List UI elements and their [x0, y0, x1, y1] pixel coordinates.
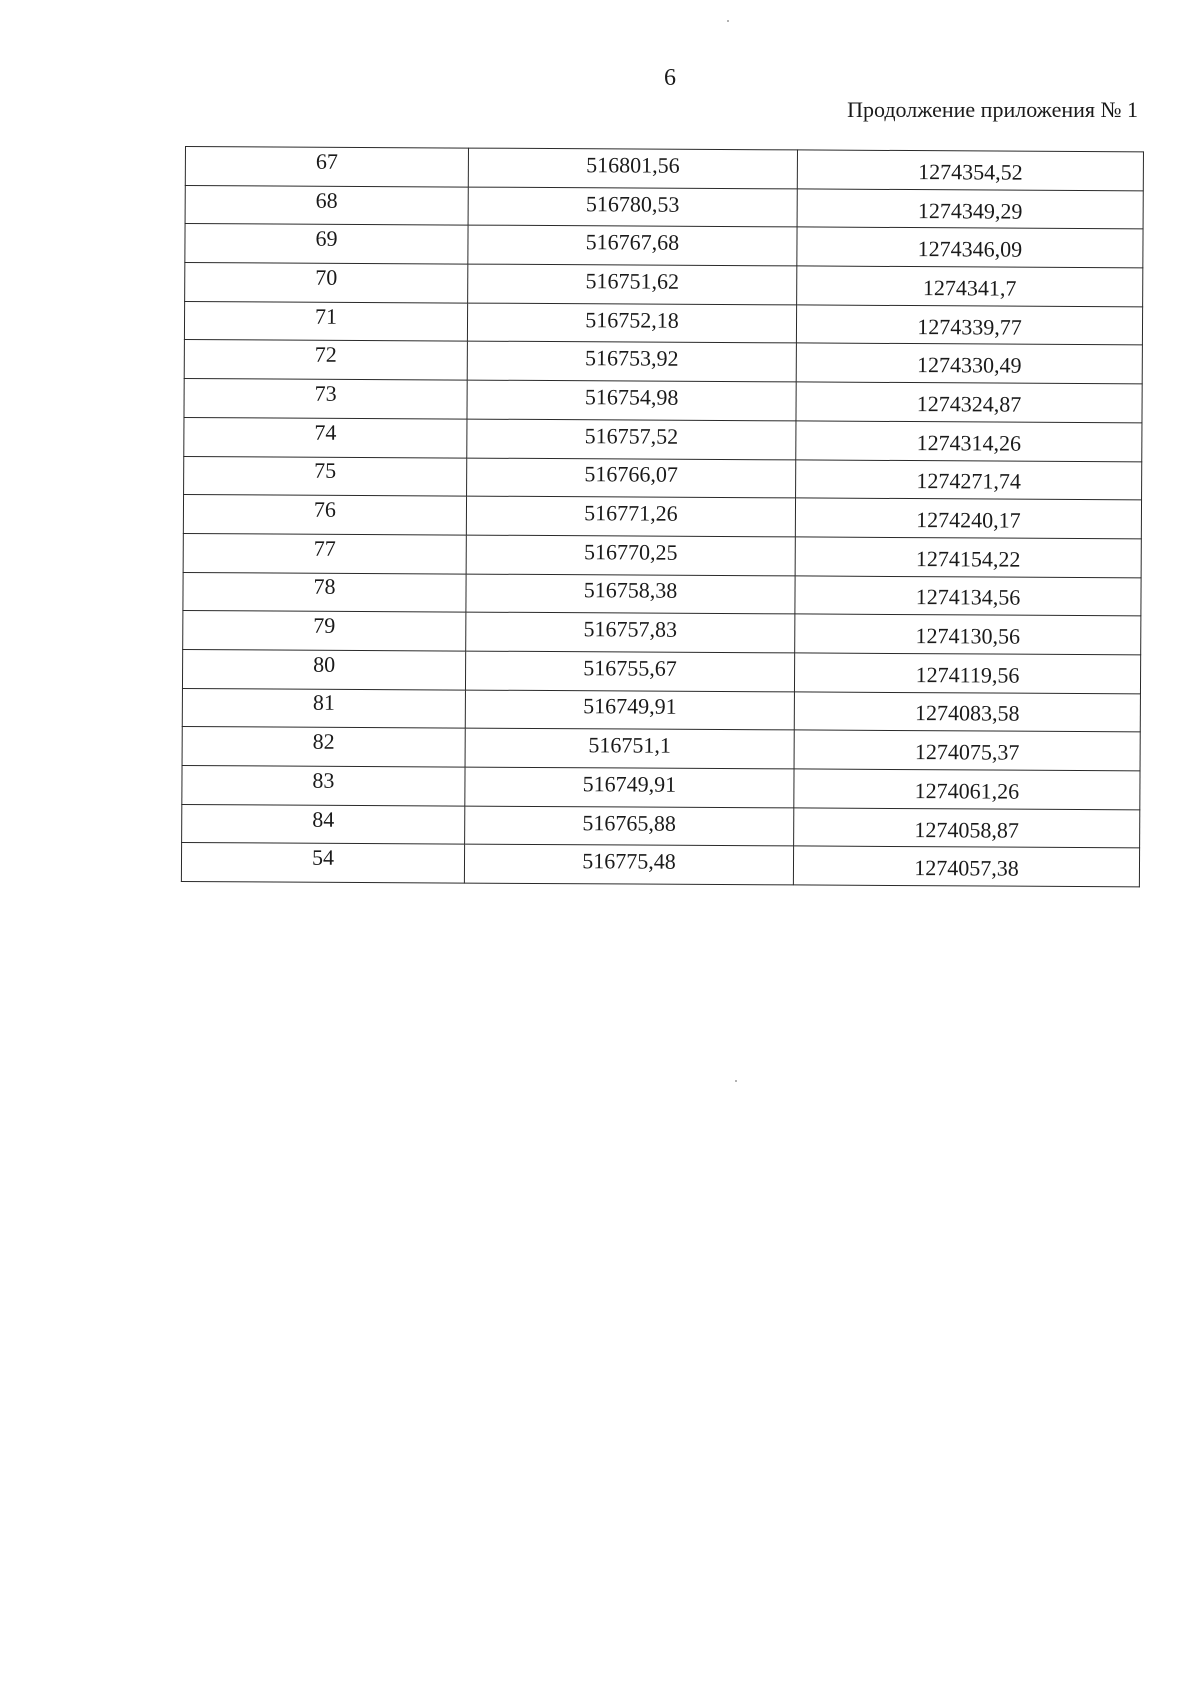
y-coordinate-cell-text: 1274324,87 [916, 391, 1022, 417]
point-number-cell [181, 843, 464, 883]
y-coordinate-cell-text: 1274341,7 [922, 275, 1017, 301]
y-coordinate-cell-text: 1274346,09 [917, 236, 1023, 262]
x-coordinate-cell-text: 516754,98 [584, 384, 679, 410]
x-coordinate-cell [468, 187, 797, 228]
point-number-cell [183, 611, 466, 651]
x-coordinate-cell-text: 516753,92 [585, 345, 679, 372]
point-number-cell-text: 67 [315, 148, 338, 174]
table-row [182, 688, 1140, 732]
x-coordinate-cell [467, 419, 796, 460]
point-number-cell-text: 68 [315, 187, 338, 213]
table-row [183, 495, 1141, 539]
x-coordinate-cell-text: 516775,48 [582, 848, 676, 874]
point-number-cell [185, 263, 468, 303]
y-coordinate-cell-text: 1274339,77 [917, 313, 1022, 340]
table-row [185, 263, 1143, 307]
point-number-cell-text: 78 [313, 574, 336, 600]
point-number-cell-text: 84 [312, 806, 335, 832]
x-coordinate-cell [464, 844, 793, 885]
y-coordinate-cell [795, 575, 1141, 616]
scan-speck [735, 1080, 737, 1082]
y-coordinate-cell [797, 189, 1143, 230]
x-coordinate-cell-text: 516767,68 [585, 229, 680, 255]
y-coordinate-cell-text: 1274083,58 [915, 700, 1020, 727]
table-row [181, 843, 1139, 887]
table-row [184, 456, 1142, 500]
point-number-cell-text: 82 [312, 728, 335, 755]
x-coordinate-cell [467, 458, 796, 499]
table-row [185, 147, 1143, 191]
scan-speck [727, 20, 729, 22]
y-coordinate-cell [796, 305, 1142, 346]
y-coordinate-cell [795, 498, 1141, 539]
x-coordinate-cell [465, 767, 794, 808]
x-coordinate-cell [468, 148, 797, 189]
table-row [184, 301, 1142, 345]
x-coordinate-cell-text: 516751,1 [588, 732, 671, 758]
point-number-cell-text: 76 [313, 496, 337, 522]
x-coordinate-cell [467, 303, 796, 344]
y-coordinate-cell [794, 808, 1140, 849]
point-number-cell-text: 79 [313, 612, 336, 638]
coordinates-table [181, 146, 1144, 887]
x-coordinate-cell [468, 264, 797, 305]
table-row [182, 649, 1140, 693]
point-number-cell [184, 456, 467, 496]
y-coordinate-cell-text: 1274314,26 [916, 429, 1022, 456]
point-number-cell-text: 77 [313, 535, 336, 561]
x-coordinate-cell-text: 516801,56 [586, 152, 680, 178]
y-coordinate-cell [796, 421, 1142, 462]
x-coordinate-cell-text: 516770,25 [583, 538, 678, 565]
x-coordinate-cell [466, 496, 795, 537]
x-coordinate-cell-text: 516780,53 [585, 190, 680, 217]
point-number-cell [185, 147, 468, 187]
x-coordinate-cell [465, 690, 794, 731]
x-coordinate-cell [465, 651, 794, 692]
x-coordinate-cell-text: 516752,18 [585, 306, 679, 333]
x-coordinate-cell-text: 516758,38 [583, 577, 678, 604]
y-coordinate-cell-text: 1274271,74 [916, 468, 1021, 495]
y-coordinate-cell [795, 614, 1141, 655]
point-number-cell-text: 81 [312, 690, 335, 716]
x-coordinate-cell [465, 806, 794, 847]
x-coordinate-cell [468, 225, 797, 266]
y-coordinate-cell-text: 1274130,56 [915, 623, 1021, 649]
y-coordinate-cell-text: 1274057,38 [914, 855, 1019, 881]
point-number-cell-text: 70 [315, 264, 338, 290]
point-number-cell-text: 73 [314, 380, 337, 406]
x-coordinate-cell-text: 516765,88 [582, 809, 677, 836]
point-number-cell [182, 649, 465, 689]
point-number-cell-text: 75 [314, 458, 337, 484]
y-coordinate-cell [794, 730, 1140, 771]
point-number-cell-text: 72 [314, 342, 337, 368]
y-coordinate-cell-text: 1274330,49 [916, 352, 1022, 378]
table-row [183, 533, 1141, 577]
table-row [184, 379, 1142, 423]
point-number-cell [182, 804, 465, 844]
point-number-cell-text: 71 [314, 303, 338, 329]
x-coordinate-cell-text: 516771,26 [584, 500, 678, 526]
y-coordinate-cell [794, 653, 1140, 694]
point-number-cell [184, 301, 467, 341]
table-row [183, 611, 1141, 655]
y-coordinate-cell-text: 1274134,56 [915, 584, 1021, 611]
y-coordinate-cell [794, 769, 1140, 810]
y-coordinate-cell [796, 459, 1142, 500]
x-coordinate-cell-text: 516766,07 [584, 461, 678, 488]
x-coordinate-cell-text: 516749,91 [583, 693, 677, 720]
point-number-cell [185, 185, 468, 225]
table-row [184, 340, 1142, 384]
y-coordinate-cell-text: 1274154,22 [915, 545, 1021, 572]
point-number-cell-text: 74 [314, 419, 337, 445]
point-number-cell [183, 495, 466, 535]
point-number-cell-text: 69 [315, 225, 338, 252]
table-row [182, 804, 1140, 848]
point-number-cell [185, 224, 468, 264]
x-coordinate-cell-text: 516749,91 [582, 771, 677, 797]
y-coordinate-cell-text: 1274354,52 [918, 158, 1023, 185]
y-coordinate-cell [797, 150, 1143, 191]
coordinates-table-body [181, 147, 1143, 887]
y-coordinate-cell [793, 846, 1139, 887]
point-number-cell [184, 417, 467, 457]
x-coordinate-cell [466, 612, 795, 653]
x-coordinate-cell-text: 516757,52 [584, 422, 679, 449]
point-number-cell [184, 340, 467, 380]
y-coordinate-cell [795, 537, 1141, 578]
x-coordinate-cell [467, 380, 796, 421]
table-row [182, 765, 1140, 809]
y-coordinate-cell [796, 343, 1142, 384]
x-coordinate-cell [466, 535, 795, 576]
y-coordinate-cell-text: 1274058,87 [914, 816, 1020, 843]
page-number: 6 [664, 65, 676, 91]
point-number-cell-text: 54 [311, 844, 335, 871]
point-number-cell [182, 727, 465, 767]
point-number-cell [183, 572, 466, 612]
y-coordinate-cell [797, 266, 1143, 307]
y-coordinate-cell-text: 1274061,26 [914, 777, 1020, 804]
appendix-caption: Продолжение приложения № 1 [847, 97, 1138, 122]
table-row [182, 727, 1140, 771]
y-coordinate-cell-text: 1274240,17 [916, 507, 1021, 533]
y-coordinate-cell [794, 692, 1140, 733]
y-coordinate-cell [797, 227, 1143, 268]
table-row [185, 224, 1143, 268]
table-row [183, 572, 1141, 616]
y-coordinate-cell-text: 1274075,37 [914, 739, 1020, 765]
point-number-cell [182, 688, 465, 728]
table-row [184, 417, 1142, 461]
x-coordinate-cell-text: 516757,83 [583, 616, 678, 642]
x-coordinate-cell-text: 516755,67 [583, 655, 677, 681]
x-coordinate-cell [466, 574, 795, 615]
x-coordinate-cell [465, 728, 794, 769]
point-number-cell-text: 80 [313, 651, 336, 677]
point-number-cell [182, 765, 465, 805]
y-coordinate-cell [796, 382, 1142, 423]
table-row [185, 185, 1143, 229]
point-number-cell [184, 379, 467, 419]
point-number-cell-text: 83 [312, 767, 335, 793]
x-coordinate-cell [467, 342, 796, 383]
y-coordinate-cell-text: 1274349,29 [917, 197, 1023, 224]
point-number-cell [183, 533, 466, 573]
x-coordinate-cell-text: 516751,62 [585, 268, 680, 294]
y-coordinate-cell-text: 1274119,56 [915, 661, 1020, 688]
